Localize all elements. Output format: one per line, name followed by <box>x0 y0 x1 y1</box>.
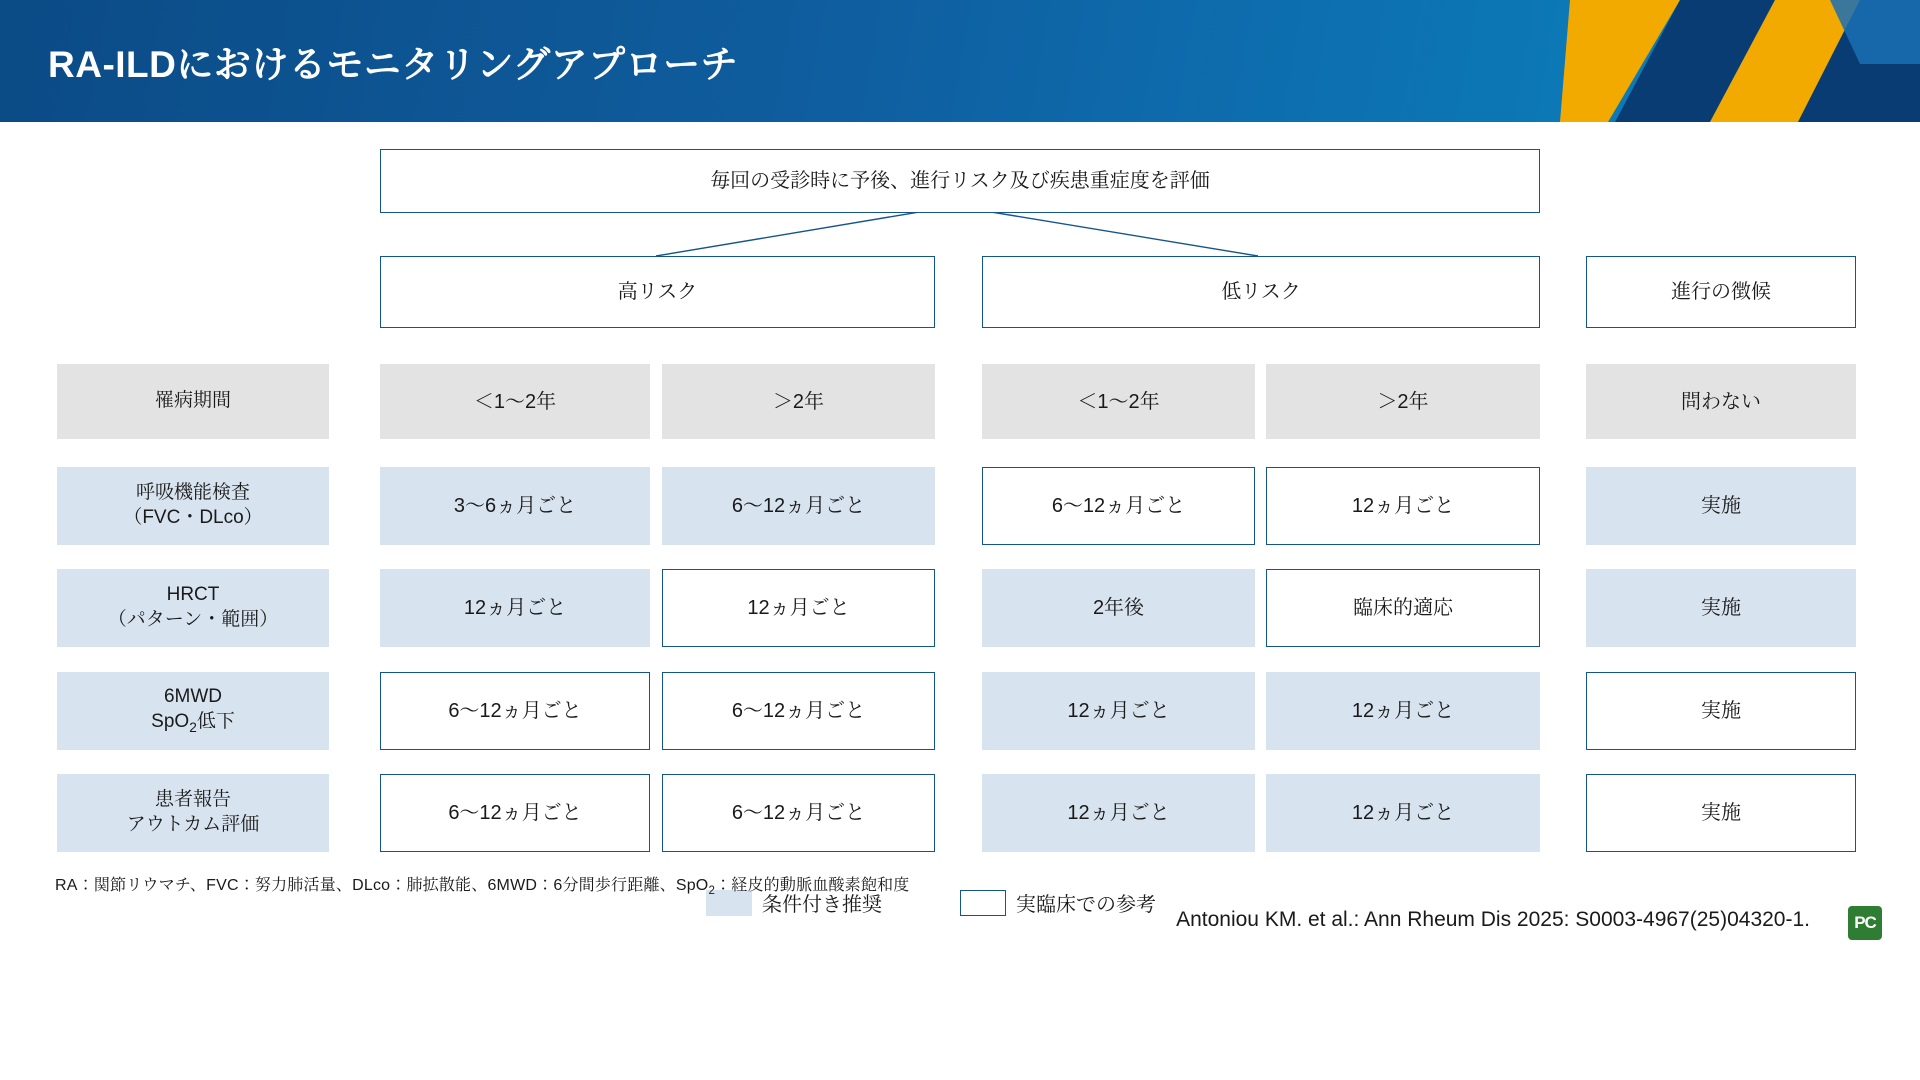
cell-r4c3 <box>982 672 1255 750</box>
row-label-pulmonary-function <box>57 467 329 545</box>
cell-text: 12ヵ月ごと <box>1351 495 1455 517</box>
cell-text: ＞2年 <box>772 390 825 413</box>
row-label-text-line2: （パターン・範囲） <box>107 609 279 630</box>
cell-r1c5 <box>1586 364 1856 439</box>
page-title: RA-ILDにおけるモニタリングアプローチ <box>48 44 739 85</box>
row-label-text-line2: （FVC・DLco） <box>123 507 263 528</box>
cell-text: 6〜12ヵ月ごと <box>1051 495 1186 517</box>
cell-text: 12ヵ月ごと <box>747 597 850 619</box>
row-label-hrct <box>57 569 329 647</box>
row-label-text: 罹病期間 <box>154 390 231 412</box>
branch-label-low-risk: 低リスク <box>1221 281 1301 303</box>
citation-text: Antoniou KM. et al.: Ann Rheum Dis 2025: S0003-4967(25)04320-1. <box>1176 908 1810 931</box>
branch-box-low-risk <box>982 256 1540 328</box>
cell-r2c2 <box>662 467 935 545</box>
cell-r1c3 <box>982 364 1255 439</box>
header-decoration <box>1560 0 1920 122</box>
page-header <box>0 0 1920 122</box>
row-label-disease-duration <box>57 364 329 439</box>
branch-box-progression <box>1586 256 1856 328</box>
cell-r4c5 <box>1586 672 1856 750</box>
row-label-text-line1: HRCT <box>166 584 220 606</box>
branch-label-progression: 進行の徴候 <box>1671 281 1771 303</box>
row-label-text-line1: 患者報告 <box>154 789 231 811</box>
cell-text: 実施 <box>1701 597 1741 619</box>
cell-r3c1 <box>380 569 650 647</box>
cell-text: 6〜12ヵ月ごと <box>731 495 866 517</box>
cell-text: ＞2年 <box>1377 390 1429 413</box>
cell-r4c4 <box>1266 672 1540 750</box>
cell-text: ＜1〜2年 <box>1077 390 1160 413</box>
cell-r1c4 <box>1266 364 1540 439</box>
cell-r3c5 <box>1586 569 1856 647</box>
cell-r3c3 <box>982 569 1255 647</box>
cell-r5c2 <box>662 774 935 852</box>
cell-text: 12ヵ月ごと <box>463 597 567 619</box>
branch-label-high-risk: 高リスク <box>617 281 698 303</box>
cell-r2c3 <box>982 467 1255 545</box>
legend-label-conditional: 条件付き推奨 <box>762 894 882 916</box>
cell-r2c5 <box>1586 467 1856 545</box>
cell-text: 臨床的適応 <box>1353 597 1453 619</box>
cell-text: 12ヵ月ごと <box>1351 700 1455 722</box>
cell-text: 実施 <box>1701 700 1741 722</box>
cell-r4c1 <box>380 672 650 750</box>
row-label-text-line1: 呼吸機能検査 <box>135 482 250 504</box>
diagram-canvas <box>0 122 1920 1080</box>
branch-box-high-risk <box>380 256 935 328</box>
row-label-text-line1: 6MWD <box>163 686 223 708</box>
cell-r2c1 <box>380 467 650 545</box>
cell-text: 2年後 <box>1092 597 1145 619</box>
row-label-text-line2: SpO$_2$低下 <box>151 711 235 735</box>
row-label-patient-reported-outcome <box>57 774 329 852</box>
publisher-logo: PC <box>1848 906 1882 940</box>
cell-r5c1 <box>380 774 650 852</box>
top-banner-box <box>380 149 1540 213</box>
cell-text: 6〜12ヵ月ごと <box>448 802 582 824</box>
abbreviation-note: RA：関節リウマチ、FVC：努力肺活量、DLco：肺拡散能、6MWD：6分間歩行距離、SpO$_2$：経皮的動脈血酸素飽和度 <box>55 877 910 898</box>
cell-r1c2 <box>662 364 935 439</box>
cell-text: ＜1〜2年 <box>473 390 557 413</box>
cell-text: 3〜6ヵ月ごと <box>453 495 577 517</box>
legend-swatch-realworld <box>960 890 1006 916</box>
cell-text: 12ヵ月ごと <box>1067 700 1170 722</box>
cell-r5c4 <box>1266 774 1540 852</box>
cell-text: 6〜12ヵ月ごと <box>731 700 866 722</box>
cell-text: 6〜12ヵ月ごと <box>731 802 866 824</box>
legend-label-realworld: 実臨床での参考 <box>1016 894 1156 916</box>
cell-r3c2 <box>662 569 935 647</box>
cell-r2c4 <box>1266 467 1540 545</box>
cell-r1c1 <box>380 364 650 439</box>
cell-text: 実施 <box>1701 495 1741 517</box>
row-label-text-line2: アウトカム評価 <box>126 814 260 835</box>
legend-item-realworld <box>960 888 1156 917</box>
cell-text: 12ヵ月ごと <box>1351 802 1455 824</box>
cell-text: 6〜12ヵ月ごと <box>448 700 582 722</box>
cell-r5c5 <box>1586 774 1856 852</box>
cell-r3c4 <box>1266 569 1540 647</box>
cell-text: 実施 <box>1701 802 1741 824</box>
cell-text: 12ヵ月ごと <box>1067 802 1170 824</box>
cell-r4c2 <box>662 672 935 750</box>
top-banner-label: 毎回の受診時に予後、進行リスク及び疾患重症度を評価 <box>710 170 1210 192</box>
cell-r5c3 <box>982 774 1255 852</box>
cell-text: 問わない <box>1681 390 1761 413</box>
row-label-6mwd <box>57 672 329 750</box>
